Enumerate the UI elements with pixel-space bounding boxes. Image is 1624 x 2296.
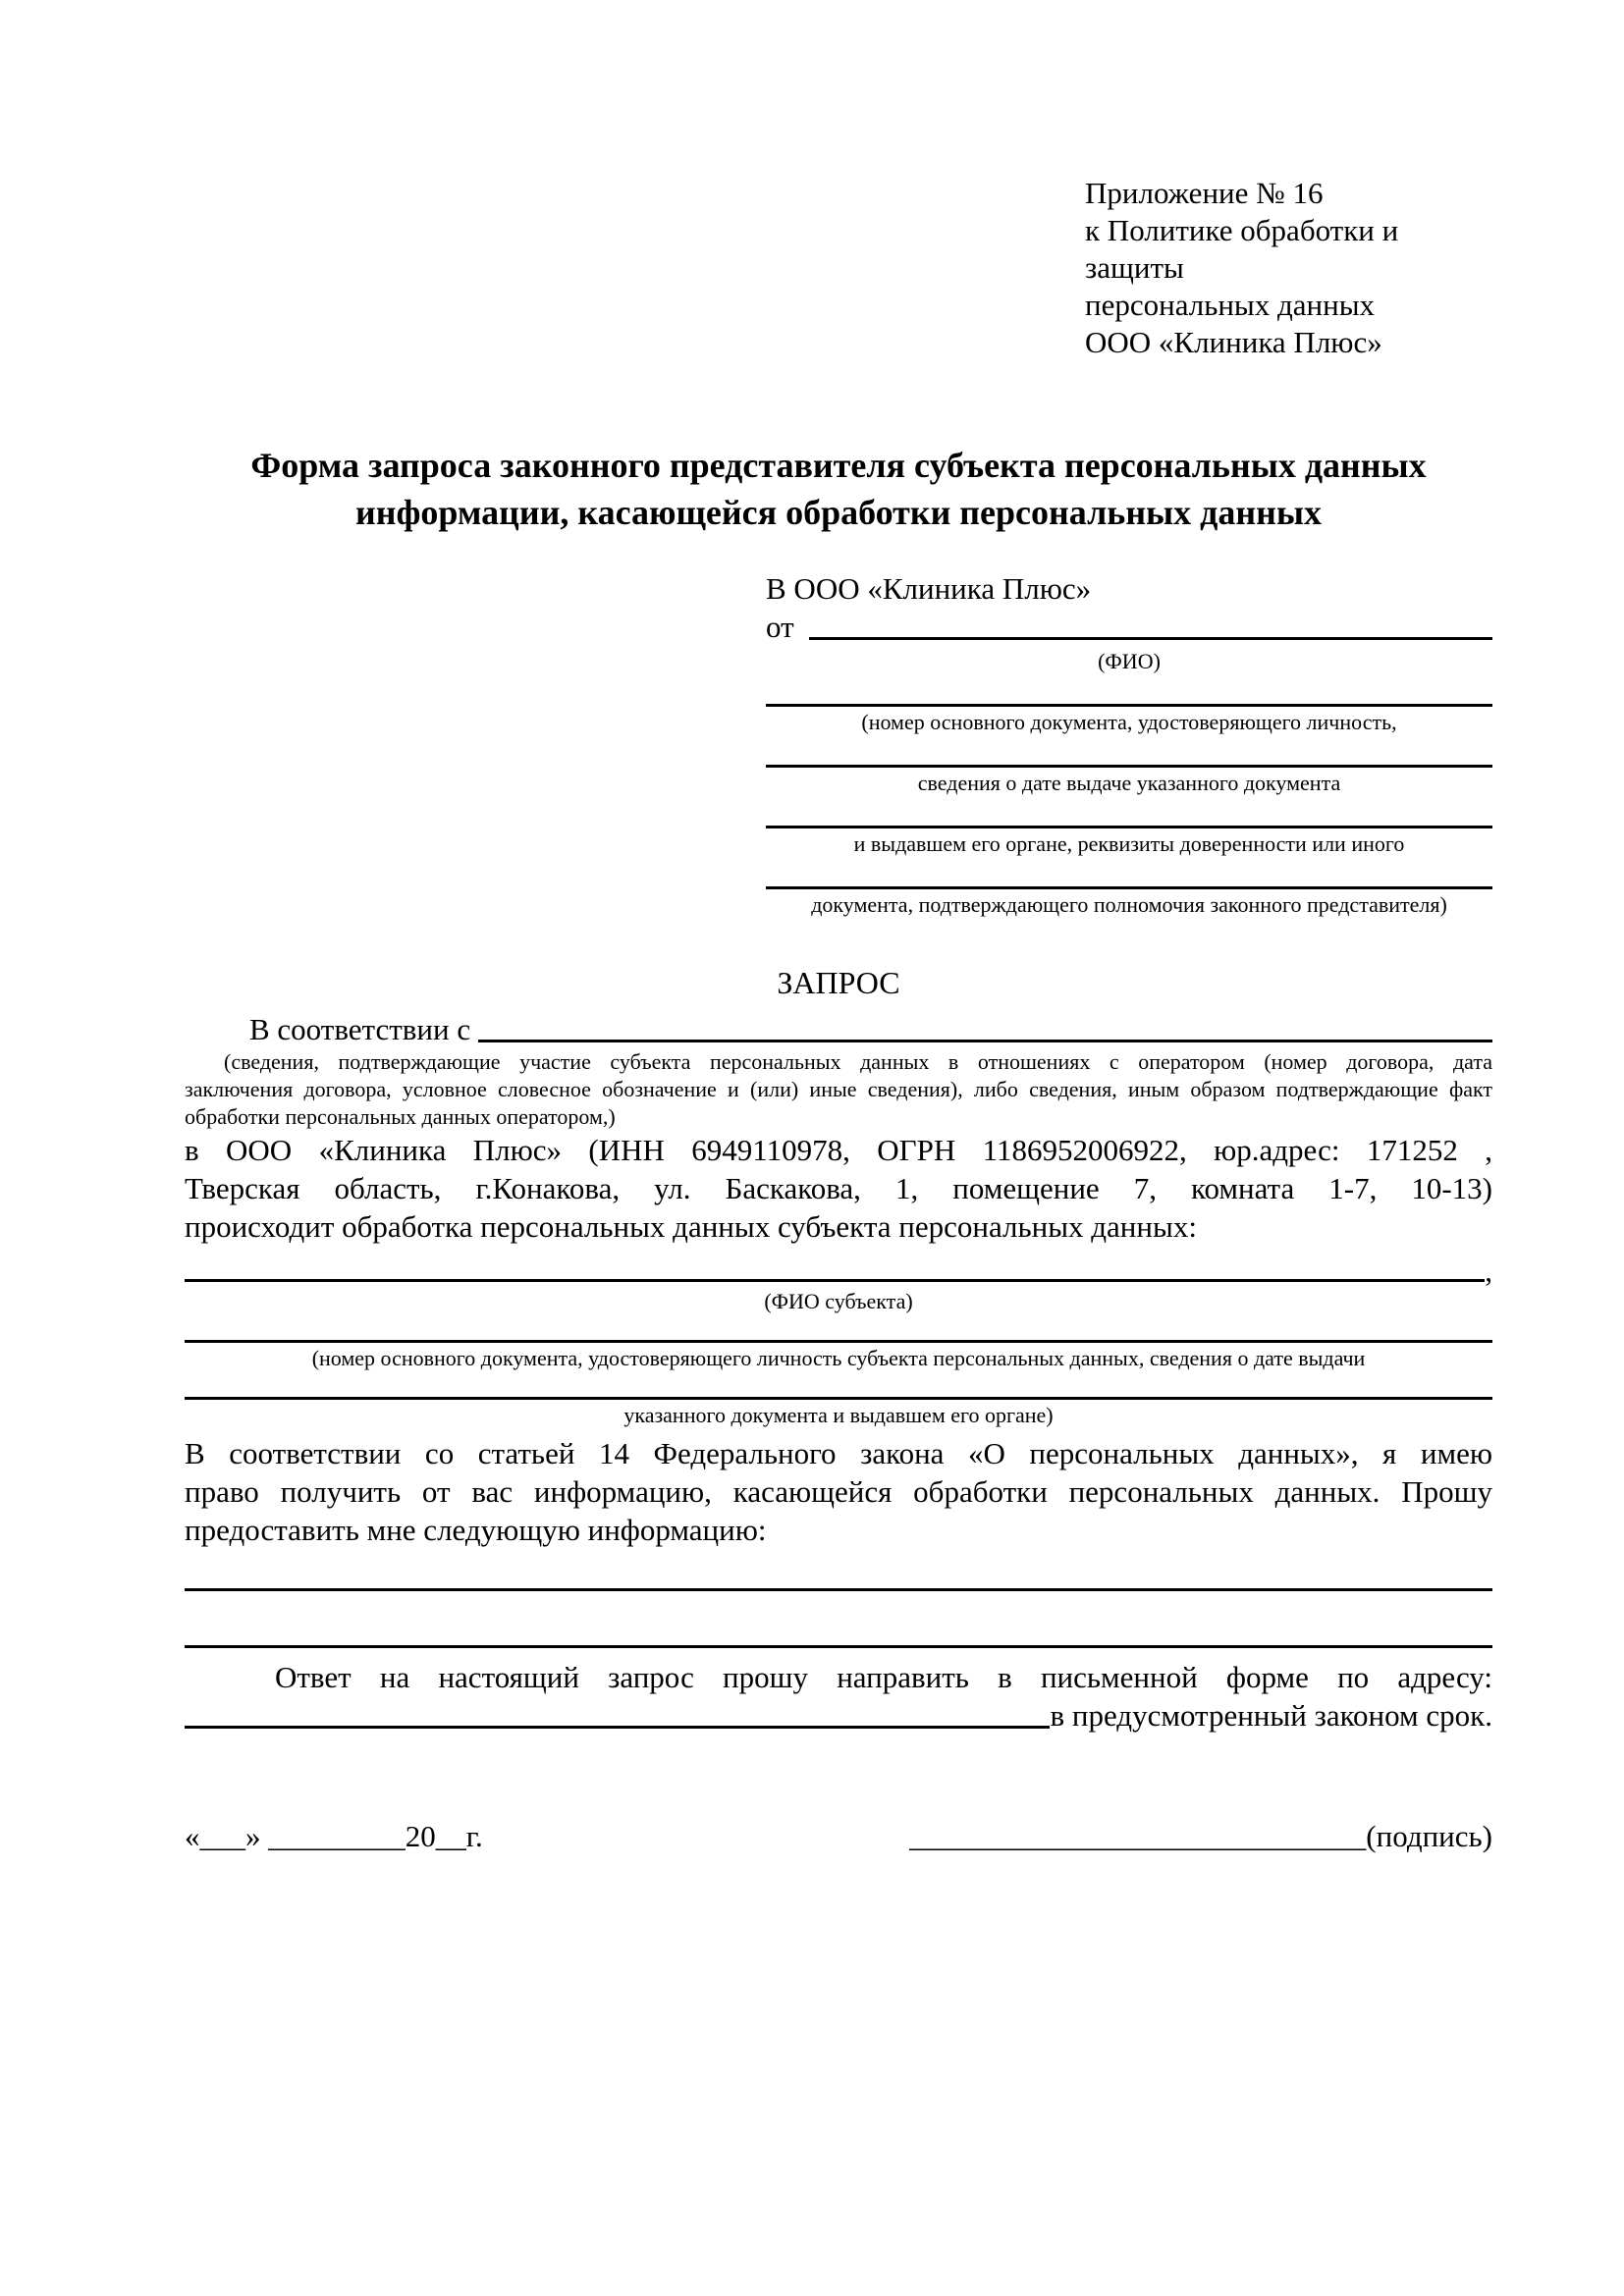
subject-doc-caption: (номер основного документа, удостоверяющего личность субъекта персональных данных, сведения о дате выдачи <box>311 1346 1366 1370</box>
answer-address-row <box>185 1696 1492 1735</box>
blank-fill-line <box>185 1588 1492 1591</box>
answer-tail: в предусмотренный законом срок. <box>1050 1698 1492 1733</box>
addressee-to: В ООО «Клиника Плюс» <box>766 571 1092 606</box>
law-paragraph <box>185 1434 1492 1549</box>
request-heading: ЗАПРОС <box>777 965 900 1000</box>
answer-fill-line <box>185 1696 1050 1729</box>
line-caption: документа, подтверждающего полномочия законного представителя) <box>811 892 1447 917</box>
fill-line <box>185 1397 1492 1400</box>
line-caption: (номер основного документа, удостоверяющего личность, <box>861 710 1397 734</box>
fill-line <box>766 826 1492 828</box>
form-title-line: Форма запроса законного представителя субъекта персональных данных <box>250 446 1427 485</box>
annex-block <box>1085 175 1492 361</box>
accordance-note-line: заключения договора, условное словесное обозначение и (или) иные сведения), либо сведения, иным образом подтверждающие факт <box>185 1077 1492 1101</box>
fill-line <box>766 765 1492 768</box>
from-label: от <box>766 610 802 644</box>
from-row <box>766 608 1492 646</box>
fill-line <box>766 886 1492 889</box>
operator-paragraph-line: происходит обработка персональных данных субъекта персональных данных: <box>185 1209 1197 1244</box>
date-field: «___» _________20__г. <box>185 1819 483 1853</box>
law-paragraph-line: В соответствии со статьей 14 Федерального закона «О персональных данных», я имею <box>185 1436 1492 1470</box>
form-title <box>185 442 1492 536</box>
signoff-row <box>185 1817 1492 1855</box>
blank-fill-line <box>185 1645 1492 1648</box>
signature-field: ______________________________(подпись) <box>909 1819 1492 1853</box>
subject-fill-line <box>185 1255 1485 1282</box>
annex-line: персональных данных <box>1085 288 1376 322</box>
operator-paragraph <box>185 1131 1492 1246</box>
form-title-line: информации, касающейся обработки персональных данных <box>355 493 1322 532</box>
law-paragraph-line: право получить от вас информацию, касающейся обработки персональных данных. Прошу <box>185 1474 1492 1509</box>
accordance-note-line: обработки персональных данных оператором,) <box>185 1104 616 1129</box>
addressee-block <box>766 569 1492 918</box>
accordance-note <box>185 1048 1492 1131</box>
subject-doc-caption: указанного документа и выдавшем его органе) <box>623 1403 1054 1427</box>
annex-line: ООО «Клиника Плюс» <box>1085 325 1382 359</box>
subject-fio-caption: (ФИО субъекта) <box>764 1289 913 1313</box>
answer-paragraph: Ответ на настоящий запрос прошу направить в письменной форме по адресу: <box>275 1660 1492 1694</box>
line-caption: и выдавшем его органе, реквизиты доверенности или иного <box>853 831 1405 856</box>
accordance-row <box>185 1010 1492 1048</box>
accordance-label: В соответствии с <box>249 1012 471 1046</box>
fill-line <box>766 704 1492 707</box>
line-caption: сведения о дате выдаче указанного документа <box>917 771 1341 795</box>
subject-fio-row <box>185 1255 1492 1286</box>
law-paragraph-line: предоставить мне следующую информацию: <box>185 1513 767 1547</box>
operator-paragraph-line: Тверская область, г.Конакова, ул. Баскакова, 1, помещение 7, комната 1-7, 10-13) <box>185 1171 1492 1205</box>
paragraph-indent <box>185 1010 249 1048</box>
subject-comma: , <box>1485 1254 1492 1288</box>
from-fill-line <box>809 608 1492 640</box>
fio-caption: (ФИО) <box>1098 649 1161 673</box>
accordance-note-line: (сведения, подтверждающие участие субъекта персональных данных в отношениях с оператором (номер договора, дата <box>224 1049 1492 1074</box>
annex-line: Приложение № 16 <box>1085 176 1324 210</box>
annex-line: к Политике обработки и защиты <box>1085 213 1399 285</box>
fill-line <box>185 1340 1492 1343</box>
operator-paragraph-line: в ООО «Клиника Плюс» (ИНН 6949110978, ОГРН 1186952006922, юр.адрес: 171252 , <box>185 1133 1492 1167</box>
accordance-fill-line <box>478 1010 1492 1042</box>
